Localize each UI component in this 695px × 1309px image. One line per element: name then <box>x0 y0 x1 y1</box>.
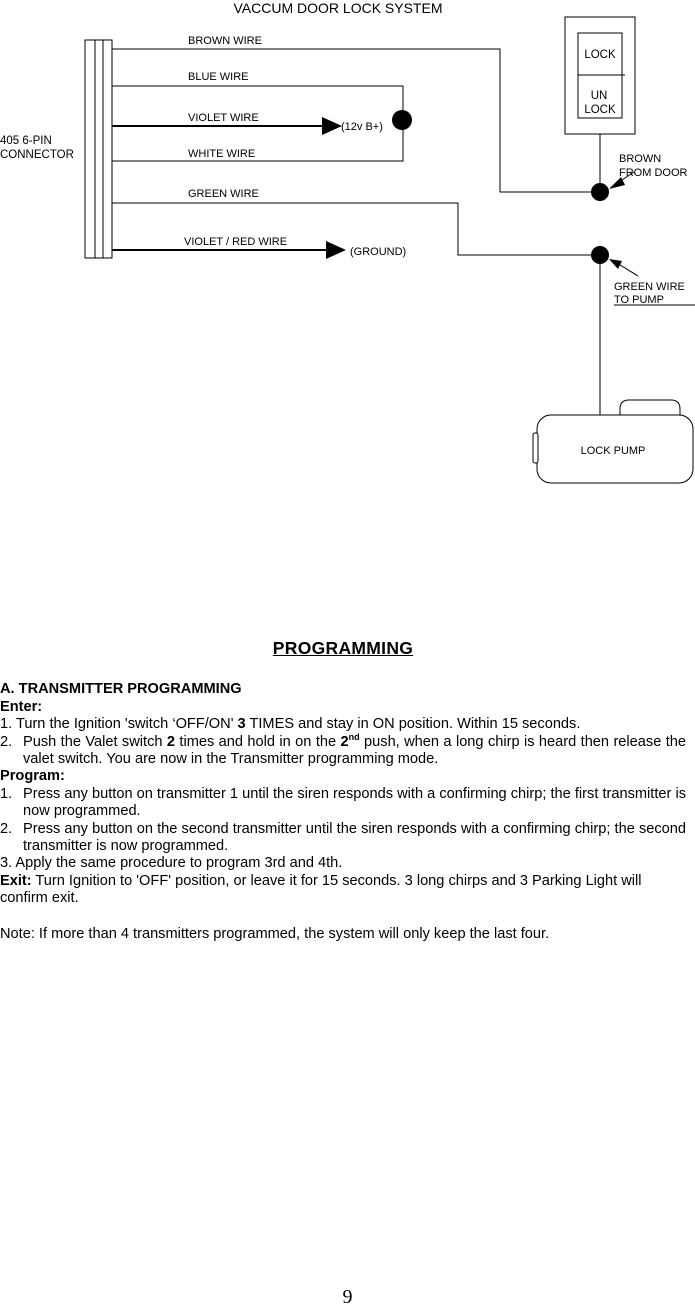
section-a-heading: A. TRANSMITTER PROGRAMMING <box>0 681 242 698</box>
program-step-1: 1. Press any button on transmitter 1 until the siren responds with a confirming chirp; the first transmitter is now programmed. <box>0 785 686 820</box>
wiring-diagram <box>0 0 695 560</box>
white-wire-label: WHITE WIRE <box>188 148 256 160</box>
diagram-title: VACCUM DOOR LOCK SYSTEM <box>233 0 443 16</box>
note: Note: If more than 4 transmitters programmed, the system will only keep the last four. <box>0 925 550 942</box>
violet-red-wire-label: VIOLET / RED WIRE <box>184 236 288 248</box>
program-step-3: 3. Apply the same procedure to program 3rd and 4th. <box>0 855 343 872</box>
violet-wire-label: VIOLET WIRE <box>188 112 259 124</box>
green-to-pump-label-1: GREEN WIRE <box>614 281 685 293</box>
green-junction <box>591 246 695 415</box>
page-number: 9 <box>342 1286 353 1308</box>
exit-step: Exit: Turn Ignition to 'OFF' position, or leave it for 15 seconds. 3 long chirps and 3 Parking Light will confirm exit. <box>0 872 642 907</box>
connector-label-1: 405 6-PIN <box>0 135 52 147</box>
enter-step-1: 1. Turn the Ignition 'switch ‘OFF/ON' 3 TIMES and stay in ON position. Within 15 seconds. <box>0 716 581 733</box>
program-step-2: 2. Press any button on the second transmitter until the siren responds with a confirming chirp; the second transmitter is now programmed. <box>0 820 686 855</box>
lock-pump-label: LOCK PUMP <box>580 445 646 457</box>
connector <box>85 40 112 258</box>
brown-from-door-label-2: FROM DOOR <box>619 167 688 179</box>
switch-lock-label: LOCK <box>584 49 616 61</box>
enter-step-2: 2. Push the Valet switch 2 times and hold in on the 2nd push, when a long chirp is heard then release the valet switch. You are now in the Transmitter programming mode. <box>0 731 686 768</box>
blue-wire-label: BLUE WIRE <box>188 71 249 83</box>
power-label: (12v B+) <box>341 121 383 133</box>
programming-title: PROGRAMMING <box>272 638 414 658</box>
programming-section <box>0 640 686 943</box>
switch-unlock-label-2: LOCK <box>584 104 616 116</box>
switch-unlock-label-1: UN <box>590 90 608 102</box>
connector-label-2: CONNECTOR <box>0 149 74 161</box>
green-to-pump-label-2: TO PUMP <box>614 294 664 306</box>
program-label: Program: <box>0 768 65 785</box>
green-wire-label: GREEN WIRE <box>188 188 259 200</box>
lock-pump <box>533 400 693 483</box>
ground-label: (GROUND) <box>350 246 407 258</box>
enter-label: Enter: <box>0 698 43 715</box>
brown-from-door-label-1: BROWN <box>619 153 662 165</box>
brown-wire-label: BROWN WIRE <box>188 35 262 47</box>
